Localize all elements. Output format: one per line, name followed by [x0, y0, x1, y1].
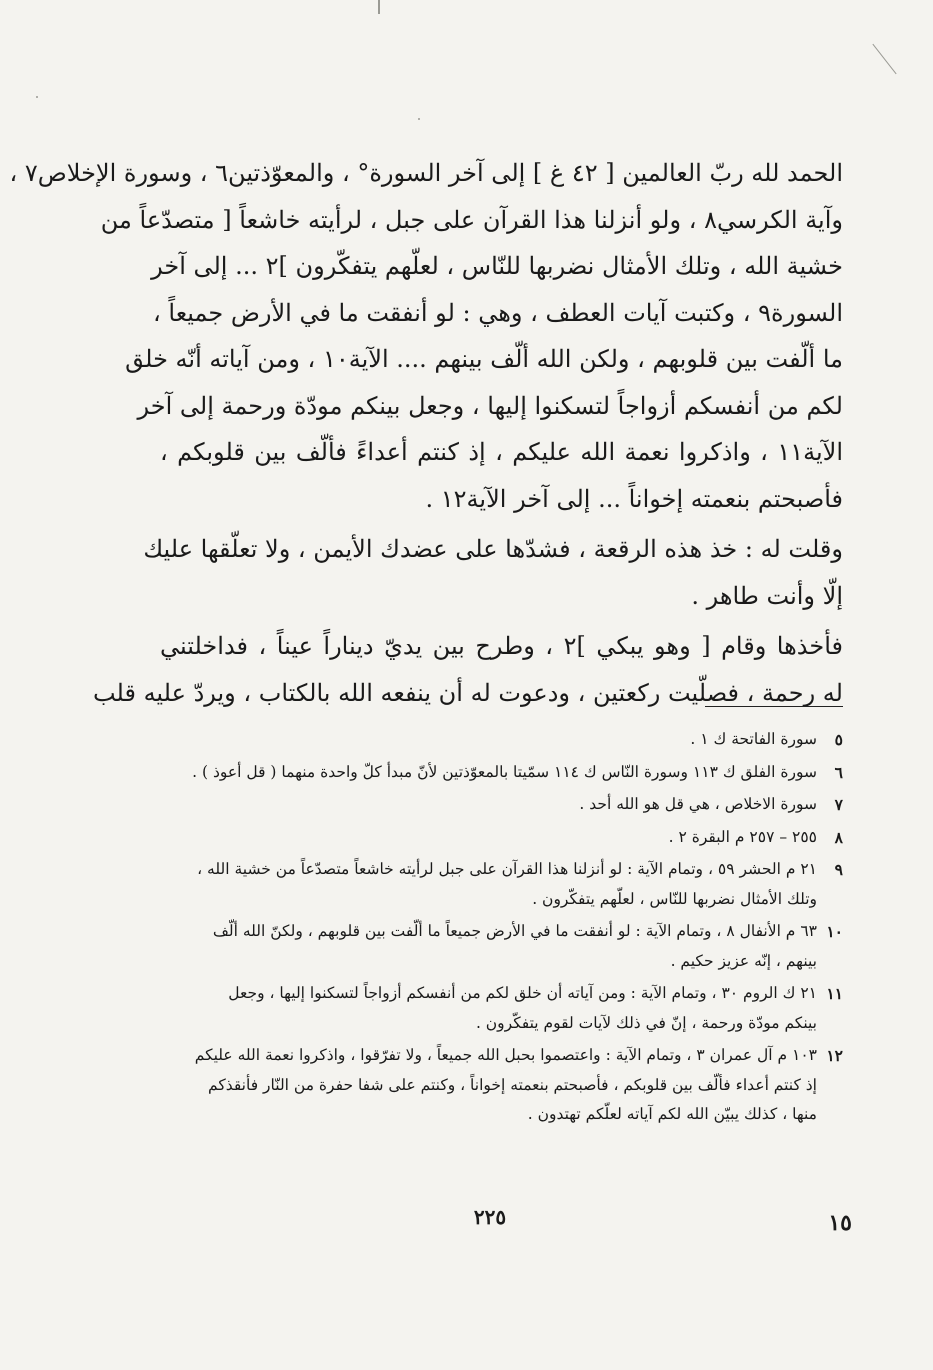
footnote	[160, 1041, 843, 1130]
footnote-text	[160, 855, 817, 914]
scan-artifact	[378, 0, 380, 14]
footnote-text	[160, 758, 817, 788]
footnote-line: ٦٣ م الأنفال ٨ ، وتمام الآية : لو أنفقت ما في الأرض جميعاً ما ألّفت بين قلوبهم ، ولكنّ الله ألّف	[212, 922, 817, 940]
text-line: إلّا وأنت طاهر .	[691, 581, 843, 610]
footnote-text	[160, 1041, 817, 1130]
footnote-text	[160, 823, 817, 853]
footnote-number: ٨	[834, 827, 843, 847]
footnote-text	[160, 917, 817, 976]
footnote	[160, 758, 843, 788]
footnote	[160, 917, 843, 976]
text-line: فأخذها وقام [ وهو يبكي ]٢ ، وطرح بين يديّ ديناراً عيناً ، فداخلتني	[160, 632, 843, 660]
paragraph-3	[92, 623, 843, 716]
footnote-line: منها ، كذلك يبيّن الله لكم آياته لعلّكم تهتدون .	[527, 1105, 817, 1123]
footnote-line: سورة الفاتحة ك ١ .	[690, 730, 817, 748]
footnote-number: ٩	[834, 860, 843, 879]
footnotes	[160, 725, 843, 1133]
text-line: وآية الكرسي٨ ، ولو أنزلنا هذا القرآن على جبل ، لرأيته خاشعاً [ متصدّعاً من	[100, 205, 843, 234]
footnote-number: ٦	[834, 762, 843, 782]
paragraph-1	[9, 150, 843, 522]
footnote-line: إذ كنتم أعداء فألّف بين قلوبكم ، فأصبحتم بنعمته إخواناً ، وكنتم على شفا حفرة من النّار فأنقذكم	[208, 1075, 817, 1094]
scan-artifact	[872, 44, 896, 75]
text-line: وقلت له : خذ هذه الرقعة ، فشدّها على عضدك الأيمن ، ولا تعلّقها عليك	[143, 535, 843, 563]
footnote-line: سورة الاخلاص ، هي قل هو الله أحد .	[579, 795, 817, 813]
footnote	[160, 979, 843, 1038]
text-line: السورة٩ ، وكتبت آيات العطف ، وهي : لو أنفقت ما في الأرض جميعاً ،	[153, 298, 843, 327]
paragraph-2	[143, 526, 843, 619]
footnote-number: ٥	[834, 730, 843, 749]
footnote-text	[160, 979, 817, 1038]
footnote-number: ١٠	[826, 922, 843, 941]
text-line: فأصبحتم بنعمته إخواناً ... إلى آخر الآية١٢ .	[425, 484, 843, 513]
text-line: ما ألّفت بين قلوبهم ، ولكن الله ألّف بينهم .... الآية١٠ ، ومن آياته أنّه خلق	[125, 345, 843, 373]
text-line: لكم من أنفسكم أزواجاً لتسكنوا إليها ، وجعل بينكم مودّة ورحمة إلى آخر	[137, 391, 843, 420]
text-line: له رحمة ، فصلّيت ركعتين ، ودعوت له أن ينفعه الله بالكتاب ، ويردّ عليه قلب	[92, 678, 843, 707]
footnote-line: بينهم ، إنّه عزيز حكيم .	[670, 951, 817, 970]
footnote-line: ٢١ م الحشر ٥٩ ، وتمام الآية : لو أنزلنا هذا القرآن على جبل لرأيته خاشعاً متصدّعاً من خشية الله ،	[197, 860, 817, 878]
footnote-line: بينكم مودّة ورحمة ، إنّ في ذلك لآيات لقوم يتفكّرون .	[475, 1013, 817, 1032]
scan-artifact	[418, 118, 420, 120]
footnote-line: وتلك الأمثال نضربها للنّاس ، لعلّهم يتفكّرون .	[532, 889, 817, 908]
footnote-line: ٢٥٥ – ٢٥٧ م البقرة ٢ .	[668, 827, 817, 846]
text-line: خشية الله ، وتلك الأمثال نضربها للنّاس ، لعلّهم يتفكّرون ]٢ ... إلى آخر	[151, 252, 843, 280]
signature-mark: ١٥	[828, 1210, 852, 1236]
footnote-text	[160, 790, 817, 820]
footnote	[160, 725, 843, 755]
footnote-divider	[705, 706, 843, 707]
footnote	[160, 823, 843, 853]
scan-artifact	[36, 96, 38, 98]
footnote-line: ١٠٣ م آل عمران ٣ ، وتمام الآية : واعتصموا بحبل الله جميعاً ، ولا تفرّقوا ، واذكروا نعمة الله عليكم	[194, 1046, 817, 1064]
footnote-number: ١١	[826, 984, 843, 1003]
footnote-line: سورة الفلق ك ١١٣ وسورة النّاس ك ١١٤ سمّيتا بالمعوّذتين لأنّ مبدأ كلّ واحدة منهما ( قل أعوذ ) .	[192, 762, 817, 781]
footnote	[160, 790, 843, 820]
footnote-number: ٧	[834, 795, 843, 814]
footnote-number: ١٢	[826, 1046, 843, 1065]
text-line: الحمد لله ربّ العالمين [ ٤٢ غ ] إلى آخر السورة° ، والمعوّذتين٦ ، وسورة الإخلاص٧ ،	[9, 159, 843, 187]
page-number: ٢٢٥	[473, 1205, 507, 1229]
footnote	[160, 855, 843, 914]
footnote-line: ٢١ ك الروم ٣٠ ، وتمام الآية : ومن آياته أن خلق لكم من أنفسكم أزواجاً لتسكنوا إليها ، وجعل	[228, 984, 817, 1002]
main-text	[9, 150, 843, 716]
footnote-text	[160, 725, 817, 755]
text-line: الآية١١ ، واذكروا نعمة الله عليكم ، إذ كنتم أعداءً فألّف بين قلوبكم ،	[160, 438, 843, 466]
